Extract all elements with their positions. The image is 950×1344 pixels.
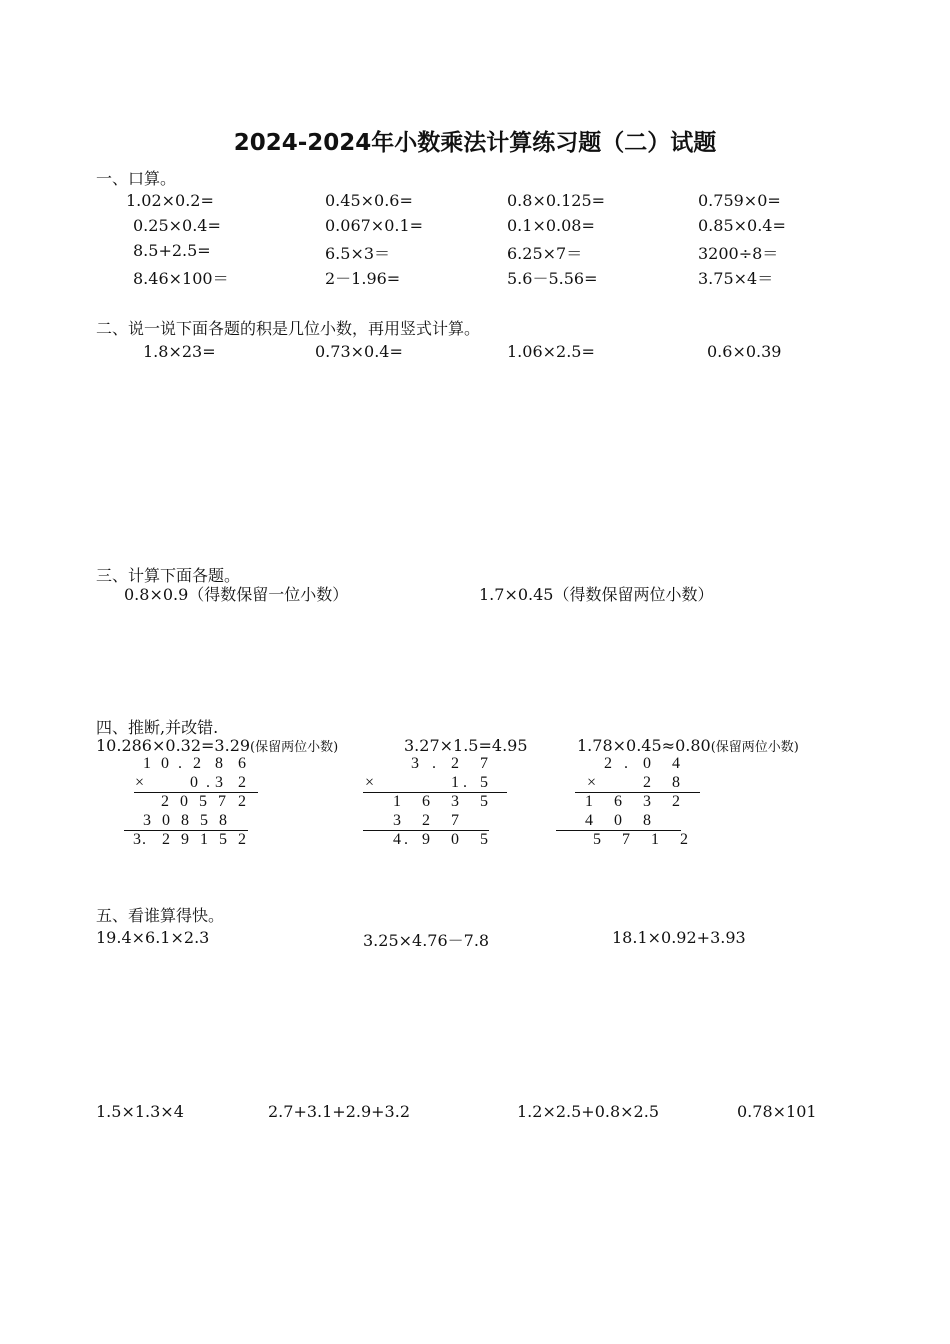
digit: 2 — [680, 831, 688, 848]
digit: 0 — [643, 755, 651, 772]
digit: 2 — [161, 793, 169, 810]
judge-problem — [577, 736, 799, 755]
digit: 4 — [585, 812, 593, 829]
times-sign: × — [135, 774, 145, 791]
quick-calc-item: 19.4×6.1×2.3 — [96, 928, 210, 947]
digit: 3 — [643, 793, 651, 810]
digit: 5 — [200, 812, 208, 829]
quick-calc-item: 1.5×1.3×4 — [96, 1102, 184, 1121]
digit: 7 — [480, 755, 488, 772]
digit: 2 — [672, 793, 680, 810]
judge-problem — [96, 736, 338, 755]
digit: 2 — [604, 755, 612, 772]
digit: 5 — [593, 831, 601, 848]
oral-item: 6.25×7＝ — [507, 244, 583, 263]
digit: 3 — [451, 793, 459, 810]
digit: . — [432, 755, 436, 772]
times-sign: × — [587, 774, 597, 791]
digit: 5 — [480, 793, 488, 810]
digit: 1 — [585, 793, 593, 810]
judge-problem — [404, 736, 528, 755]
digit: 5 — [199, 793, 207, 810]
section2-heading: 二、说一说下面各题的积是几位小数，再用竖式计算。 — [96, 319, 481, 338]
digit: 3 — [393, 812, 401, 829]
digit: . — [178, 755, 182, 772]
digit: 6 — [614, 793, 622, 810]
digit: 0 — [614, 812, 622, 829]
digit: 2 — [238, 774, 246, 791]
digit: 2 — [238, 793, 246, 810]
section3-heading: 三、计算下面各题。 — [96, 566, 241, 585]
digit: 1 — [143, 755, 151, 772]
digit: 3 — [143, 812, 151, 829]
calc-line — [575, 792, 700, 793]
judge-note: (保留两位小数) — [250, 740, 339, 755]
digit: 1 — [651, 831, 659, 848]
digit: 0 — [451, 831, 459, 848]
digit: 3 — [133, 831, 141, 848]
section1-heading: 一、口算。 — [96, 169, 177, 188]
oral-item: 1.02×0.2= — [126, 191, 214, 210]
digit: . — [206, 774, 210, 791]
oral-item: 0.1×0.08= — [507, 216, 595, 235]
oral-item: 0.067×0.1= — [325, 216, 424, 235]
quick-calc-item: 18.1×0.92+3.93 — [612, 928, 746, 947]
vertical-calc-item: 1.06×2.5= — [507, 342, 595, 361]
oral-item: 3200÷8＝ — [698, 244, 779, 263]
digit: 2 — [193, 755, 201, 772]
digit: 2 — [162, 831, 170, 848]
digit: . — [142, 831, 146, 848]
oral-item: 6.5×3＝ — [325, 244, 391, 263]
judge-expression: 1.78×0.45≈0.80 — [577, 736, 711, 755]
calc-line — [556, 830, 681, 831]
digit: 8 — [215, 755, 223, 772]
oral-item: 8.5+2.5= — [133, 241, 211, 260]
digit: 0 — [180, 793, 188, 810]
digit: 5 — [480, 831, 488, 848]
section4-heading: 四、推断,并改错. — [96, 718, 219, 737]
digit: 2 — [238, 831, 246, 848]
digit: 1 — [393, 793, 401, 810]
times-sign: × — [365, 774, 375, 791]
digit: 8 — [181, 812, 189, 829]
oral-item: 0.45×0.6= — [325, 191, 413, 210]
digit: . — [463, 774, 467, 791]
oral-item: 0.759×0= — [698, 191, 781, 210]
quick-calc-item: 1.2×2.5+0.8×2.5 — [517, 1102, 659, 1121]
oral-item: 0.85×0.4= — [698, 216, 786, 235]
rounding-item: 1.7×0.45（得数保留两位小数） — [479, 585, 714, 604]
judge-expression: 10.286×0.32=3.29 — [96, 736, 251, 755]
digit: 0 — [162, 812, 170, 829]
digit: . — [404, 831, 408, 848]
digit: 1 — [451, 774, 459, 791]
digit: 2 — [422, 812, 430, 829]
digit: 3 — [411, 755, 419, 772]
digit: 0 — [190, 774, 198, 791]
digit: 0 — [161, 755, 169, 772]
digit: . — [624, 755, 628, 772]
oral-item: 3.75×4＝ — [698, 269, 774, 288]
quick-calc-item: 3.25×4.76－7.8 — [363, 931, 490, 950]
oral-item: 2－1.96= — [325, 269, 401, 288]
digit: 8 — [643, 812, 651, 829]
vertical-calc-item: 1.8×23= — [143, 342, 216, 361]
section5-heading: 五、看谁算得快。 — [96, 906, 225, 925]
digit: 7 — [622, 831, 630, 848]
rounding-item: 0.8×0.9（得数保留一位小数） — [124, 585, 349, 604]
digit: 4 — [393, 831, 401, 848]
judge-note: (保留两位小数) — [710, 740, 799, 755]
digit: 5 — [480, 774, 488, 791]
digit: 4 — [672, 755, 680, 772]
oral-item: 0.25×0.4= — [133, 216, 221, 235]
digit: 6 — [422, 793, 430, 810]
judge-expression: 3.27×1.5=4.95 — [404, 736, 528, 755]
digit: 1 — [200, 831, 208, 848]
digit: 7 — [218, 793, 226, 810]
digit: 9 — [422, 831, 430, 848]
digit: 8 — [219, 812, 227, 829]
digit: 9 — [181, 831, 189, 848]
digit: 5 — [219, 831, 227, 848]
vertical-calc-item: 0.6×0.39 — [707, 342, 782, 361]
digit: 8 — [672, 774, 680, 791]
digit: 2 — [643, 774, 651, 791]
digit: 7 — [451, 812, 459, 829]
digit: 2 — [451, 755, 459, 772]
quick-calc-item: 2.7+3.1+2.9+3.2 — [268, 1102, 410, 1121]
vertical-calc-item: 0.73×0.4= — [315, 342, 403, 361]
oral-item: 5.6－5.56= — [507, 269, 598, 288]
digit: 3 — [215, 774, 223, 791]
page-title: 2024-2024年小数乘法计算练习题（二）试题 — [233, 130, 717, 156]
oral-item: 0.8×0.125= — [507, 191, 606, 210]
quick-calc-item: 0.78×101 — [737, 1102, 817, 1121]
digit: 6 — [238, 755, 246, 772]
oral-item: 8.46×100＝ — [133, 269, 229, 288]
